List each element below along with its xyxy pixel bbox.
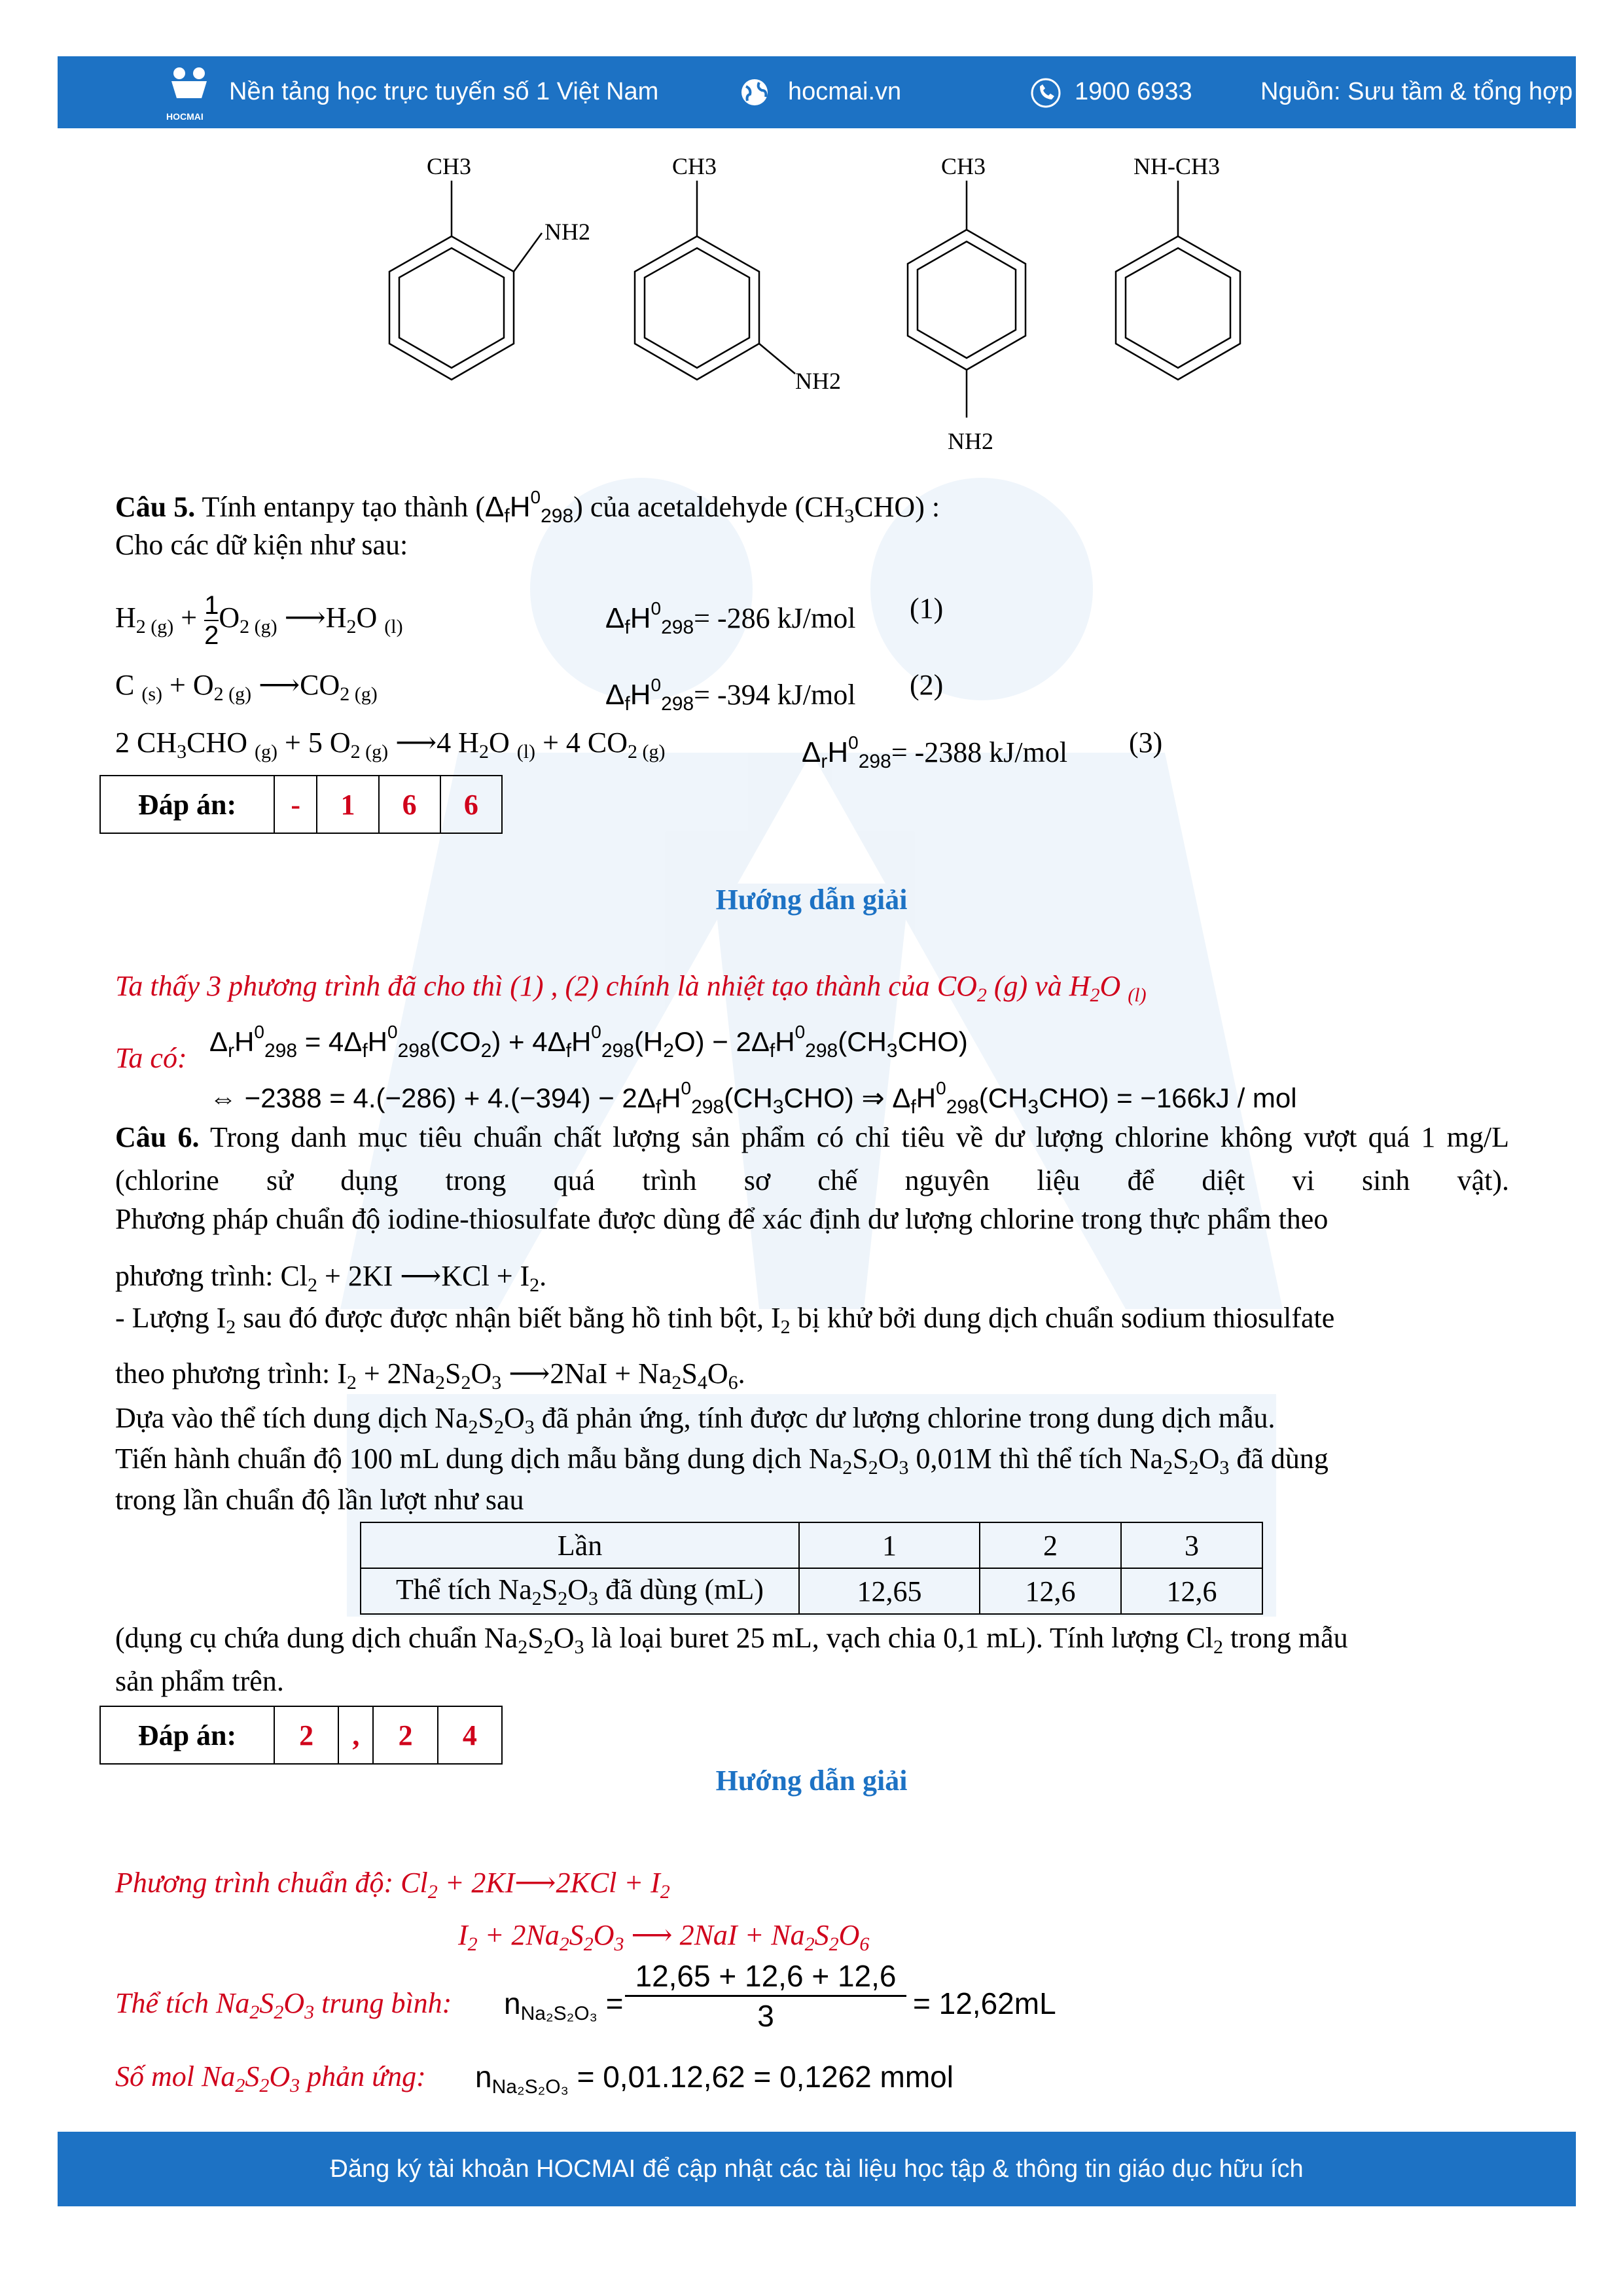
answer-label: Đáp án:: [100, 776, 274, 833]
table-header: 3: [1121, 1522, 1262, 1568]
answer-label: Đáp án:: [100, 1706, 274, 1764]
answer-digit: -: [274, 776, 317, 833]
answer-digit: 1: [317, 776, 378, 833]
eq1-num: (1): [910, 592, 944, 624]
eq3-enthalpy: $\Delta_rH^0_{298}= -2388$ kJ/mol: [802, 732, 1068, 772]
q6-p4: Dựa vào thể tích dung dịch $Na_2S_2O_3$ đã phản ứng, tính được dư lượng chlorine trong dung dịch mẫu.: [115, 1402, 1275, 1438]
q6-guide-title: Hướng dẫn giải: [715, 1765, 908, 1797]
answer-digit: 4: [438, 1706, 502, 1764]
eq3-reaction: 2 $CH_3CHO$ $_{(g)}$ + 5 $O_{2 (g)}$ ⟶4 $H_2O$ $_{(l)}$ + 4 $CO_{2 (g)}$: [115, 726, 666, 762]
footer-bar: [58, 2132, 1576, 2206]
q5-guide-title: Hướng dẫn giải: [715, 884, 908, 916]
q6-p2-eq: phương trình: $Cl_2 + 2KI$ ⟶KCl + $I_2$.: [115, 1260, 547, 1296]
q5-solution-eq2: ⇔ $-2388 = 4.(-286) + 4.(-394) - 2\Delta_fH^0_{298}(CH_3CHO)$ ⇒ $\Delta_fH^0_{298}(CH_3CHO) = -166kJ$ / mol: [209, 1078, 1297, 1118]
table-header-row: [361, 1522, 1262, 1568]
header-bar: [58, 56, 1576, 128]
q6-sol-moles-formula: $n_{Na_2S_2O_3} = 0,01.12,62 = 0,1262$ mmol: [475, 2060, 954, 2098]
answer-digit: 2: [274, 1706, 338, 1764]
answer-digit: 6: [440, 776, 502, 833]
q6-p6-cont: sản phẩm trên.: [115, 1665, 284, 1697]
eq2-num: (2): [910, 669, 944, 701]
table-cell: 12,65: [799, 1568, 980, 1614]
q6-sol-moles: Số mol $Na_2S_2O_3$ phản ứng:: [115, 2060, 426, 2096]
eq3-num: (3): [1129, 726, 1163, 759]
q5-solution-eq1: $\Delta_rH^0_{298} = 4\Delta_fH^0_{298}(CO_2) + 4\Delta_fH^0_{298}(H_2O) - 2\Delta_fH^0_{298}(CH_3CHO)$: [209, 1022, 968, 1062]
aniline-structures: [366, 141, 1283, 462]
q5-solution-line1: Ta thấy 3 phương trình đã cho thì (1) , (2) chính là nhiệt tạo thành của $CO_2$ (g) và $H_2O$ $_{(l)}$: [115, 970, 1147, 1006]
eq1-enthalpy: $\Delta_fH^0_{298}= -286$ kJ/mol: [605, 598, 856, 638]
q6-sol-volume-fraction: 12,65 + 12,6 + 12,6 3: [625, 1957, 906, 2035]
q6-sol-volume: Thể tích $Na_2S_2O_3$ trung bình:: [115, 1987, 452, 2023]
q6-p3: - Lượng $I_2$ sau đó được được nhận biết bằng hồ tinh bột, $I_2$ bị khử bởi dung dịch chuẩn sodium thiosulfate: [115, 1302, 1335, 1338]
q6-p6: (dụng cụ chứa dung dịch chuẩn $Na_2S_2O_3$ là loại buret 25 mL, vạch chia 0,1 mL). Tính lượng $Cl_2$ trong mẫu: [115, 1622, 1348, 1658]
answer-digit: ,: [338, 1706, 373, 1764]
phone-number[interactable]: 1900 6933: [1075, 78, 1192, 105]
q6-answer-box: [99, 1706, 503, 1765]
q6-sol-volume-formula: $n_{Na_2S_2O_3}$ =: [504, 1986, 624, 2024]
q6-sol-eq1: Phương trình chuẩn độ: $Cl_2$ + 2KI⟶2KCl + $I_2$: [115, 1867, 670, 1903]
q5-intro: Cho các dữ kiện như sau:: [115, 529, 408, 561]
table-cell: 12,6: [1121, 1568, 1262, 1614]
hocmai-logo-icon[interactable]: [169, 65, 209, 111]
titration-table: [360, 1522, 1263, 1615]
q5-answer-box: [99, 775, 503, 834]
s1-side: NH2: [544, 219, 590, 245]
s1-top: CH3: [427, 153, 472, 179]
logo-text: HOCMAI: [166, 111, 204, 122]
table-row: [361, 1568, 1262, 1614]
footer-text[interactable]: Đăng ký tài khoản HOCMAI để cập nhật các tài liệu học tập & thông tin giáo dục hữu ích: [330, 2155, 1304, 2183]
source-note: Nguồn: Sưu tầm & tổng hợp: [1260, 78, 1573, 105]
q6-p5-cont: trong lần chuẩn độ lần lượt như sau: [115, 1484, 524, 1516]
q6-sol-volume-result: = 12,62mL: [913, 1986, 1056, 2020]
q5-title: Câu 5. Tính entanpy tạo thành $(\Delta_fH^0_{298})$ của acetaldehyde $(CH_3CHO)$ :: [115, 487, 940, 527]
answer-digit: 2: [373, 1706, 437, 1764]
q6-p1: Câu 6. Trong danh mục tiêu chuẩn chất lượng sản phẩm có chỉ tiêu về dư lượng chlorine không vượt quá 1 mg/L (chlorine sử dụng trong quá trình sơ chế nguyên liệu để diệt vi sinh vật).: [115, 1121, 1509, 1196]
s2-top: CH3: [672, 153, 717, 179]
tagline: Nền tảng học trực tuyến số 1 Việt Nam: [229, 78, 659, 105]
globe-icon: [740, 77, 770, 107]
s3-side: NH2: [948, 428, 993, 454]
eq2-reaction: C $_{(s)} + O_{2 (g)}$ $⟶CO_{2 (g)}$: [115, 669, 378, 705]
q5-taco: Ta có:: [115, 1042, 187, 1074]
table-header: Lần: [361, 1522, 799, 1568]
website-link[interactable]: hocmai.vn: [788, 78, 902, 105]
eq2-enthalpy: $\Delta_fH^0_{298}= -394$ kJ/mol: [605, 675, 856, 715]
phone-icon: [1030, 77, 1061, 109]
q6-sol-eq2: $I_2 + 2Na_2S_2O_3$ ⟶ $2NaI + Na_2S_2O_6$: [458, 1919, 870, 1955]
answer-digit: 6: [379, 776, 440, 833]
q6-p5: Tiến hành chuẩn độ 100 mL dung dịch mẫu bằng dung dịch $Na_2S_2O_3$ 0,01M thì thể tích $Na_2S_2O_3$ đã dùng: [115, 1443, 1329, 1479]
s4-top: NH-CH3: [1133, 153, 1220, 179]
eq1-reaction: $H_{2 (g)} + 1$ 2 $O_{2 (g)}$ $⟶H_2O$ $_{(l)}$: [115, 591, 403, 650]
q6-p3-eq: theo phương trình: $I_2 + 2Na_2S_2O_3$ ⟶2NaI + $Na_2S_4O_6$.: [115, 1357, 745, 1393]
q6-p2: Phương pháp chuẩn độ iodine-thiosulfate được dùng để xác định dư lượng chlorine trong thực phẩm theo: [115, 1203, 1329, 1235]
table-header: 1: [799, 1522, 980, 1568]
table-cell: Thể tích $Na_2S_2O_3$ đã dùng (mL): [361, 1568, 799, 1614]
table-header: 2: [980, 1522, 1121, 1568]
s2-side: NH2: [795, 368, 841, 394]
table-cell: 12,6: [980, 1568, 1121, 1614]
s3-top: CH3: [941, 153, 986, 179]
